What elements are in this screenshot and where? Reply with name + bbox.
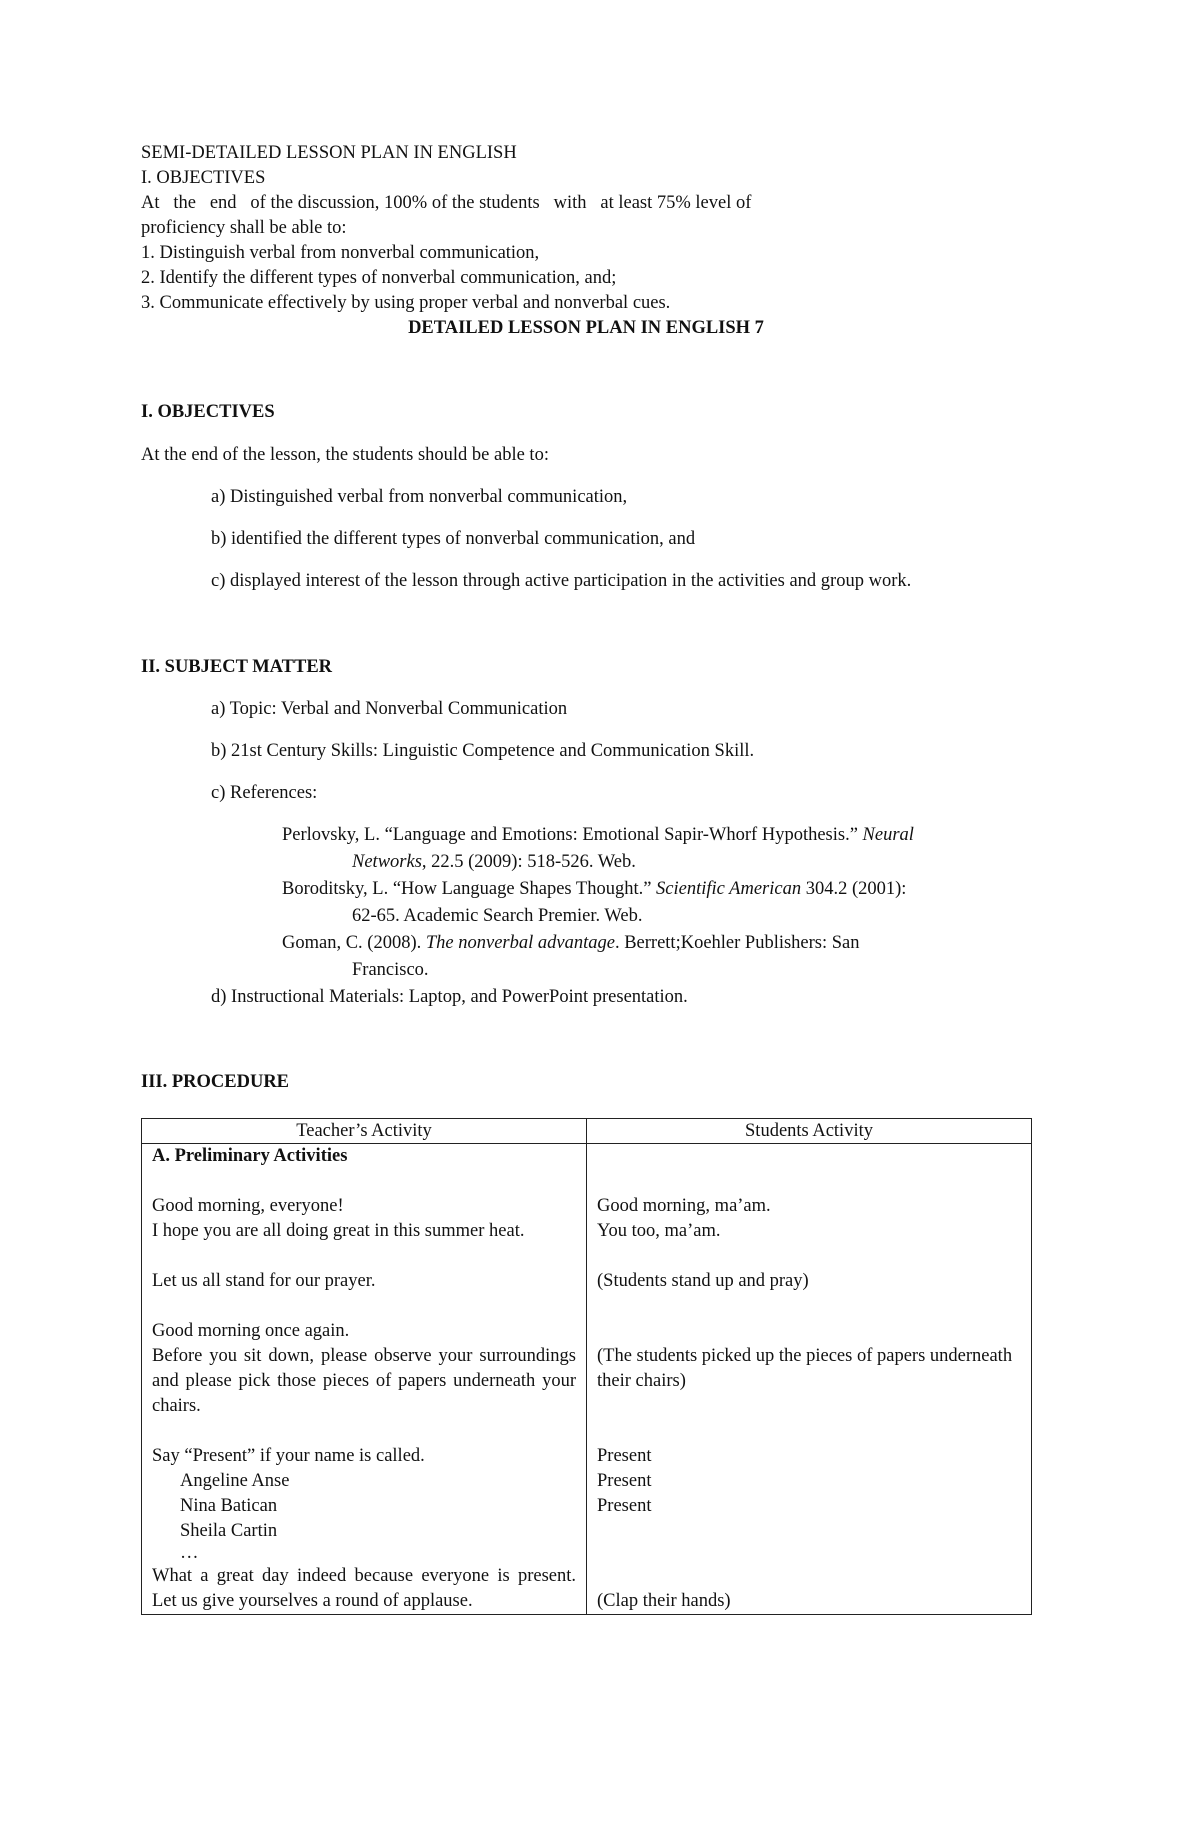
reference-2-line-1: Boroditsky, L. “How Language Shapes Thought.” Scientific American 304.2 (2001): [282,879,907,899]
objective-b: b) identified the different types of nonverbal communication, and [211,529,696,549]
teacher-prayer: Let us all stand for our prayer. [152,1271,376,1291]
subject-matter-heading: II. SUBJECT MATTER [141,657,333,677]
procedure-table [141,1118,1032,1615]
students-activity-cell [587,1144,1032,1615]
teacher-activity-header: Teacher’s Activity [142,1119,587,1144]
students-activity-header: Students Activity [587,1119,1032,1144]
student-name: Nina Batican [180,1496,278,1516]
instructional-materials: d) Instructional Materials: Laptop, and PowerPoint presentation. [211,987,688,1007]
objective-c: c) displayed interest of the lesson through active participation in the activities and group work. [211,571,912,591]
reference-1-line-2: Networks, 22.5 (2009): 518-526. Web. [352,852,636,872]
reference-3-line-1: Goman, C. (2008). The nonverbal advantage. Berrett;Koehler Publishers: San [282,933,860,953]
teacher-activity-cell [142,1144,587,1615]
teacher-applause: What a great day indeed because everyone is present. Let us give yourselves a round of applause. [152,1566,576,1611]
student-name: Angeline Anse [180,1471,290,1491]
table-header-row [142,1119,1032,1144]
students-greeting: Good morning, ma’am. [597,1196,771,1216]
subject-topic: a) Topic: Verbal and Nonverbal Communication [211,699,568,719]
semi-objective-3: 3. Communicate effectively by using proper verbal and nonverbal cues. [141,293,671,313]
semi-intro-line-2: proficiency shall be able to: [141,218,347,238]
teacher-hope: I hope you are all doing great in this summer heat. [152,1221,525,1241]
names-ellipsis: … [180,1543,199,1563]
detailed-title: DETAILED LESSON PLAN IN ENGLISH 7 [408,318,764,338]
subject-skills: b) 21st Century Skills: Linguistic Competence and Communication Skill. [211,741,755,761]
table-row [142,1144,1032,1615]
objective-a: a) Distinguished verbal from nonverbal communication, [211,487,628,507]
semi-title: SEMI-DETAILED LESSON PLAN IN ENGLISH [141,143,517,163]
students-pick-papers: (The students picked up the pieces of papers underneath their chairs) [597,1346,1013,1391]
reference-3-line-2: Francisco. [352,960,429,980]
objectives-heading: I. OBJECTIVES [141,402,275,422]
students-present: Present [597,1446,652,1466]
semi-intro-line-1: At the end of the discussion, 100% of the students with at least 75% level of [141,193,752,213]
teacher-greeting-again: Good morning once again. [152,1321,350,1341]
objectives-intro: At the end of the lesson, the students should be able to: [141,445,549,465]
teacher-attendance: Say “Present” if your name is called. [152,1446,425,1466]
reference-2-line-2: 62-65. Academic Search Premier. Web. [352,906,643,926]
teacher-observe: Before you sit down, please observe your surroundings and please pick those pieces of papers underneath your chairs. [152,1346,576,1416]
teacher-greeting: Good morning, everyone! [152,1196,344,1216]
preliminary-activities-heading: A. Preliminary Activities [152,1146,348,1166]
students-reply: You too, ma’am. [597,1221,721,1241]
students-present: Present [597,1496,652,1516]
reference-1-line-1: Perlovsky, L. “Language and Emotions: Emotional Sapir-Whorf Hypothesis.” Neural [282,825,914,845]
semi-objective-1: 1. Distinguish verbal from nonverbal communication, [141,243,540,263]
procedure-heading: III. PROCEDURE [141,1072,290,1092]
student-name: Sheila Cartin [180,1521,278,1541]
students-pray: (Students stand up and pray) [597,1271,809,1291]
students-present: Present [597,1471,652,1491]
semi-objectives-heading: I. OBJECTIVES [141,168,266,188]
references-label: c) References: [211,783,318,803]
semi-objective-2: 2. Identify the different types of nonverbal communication, and; [141,268,617,288]
students-clap: (Clap their hands) [597,1591,731,1611]
